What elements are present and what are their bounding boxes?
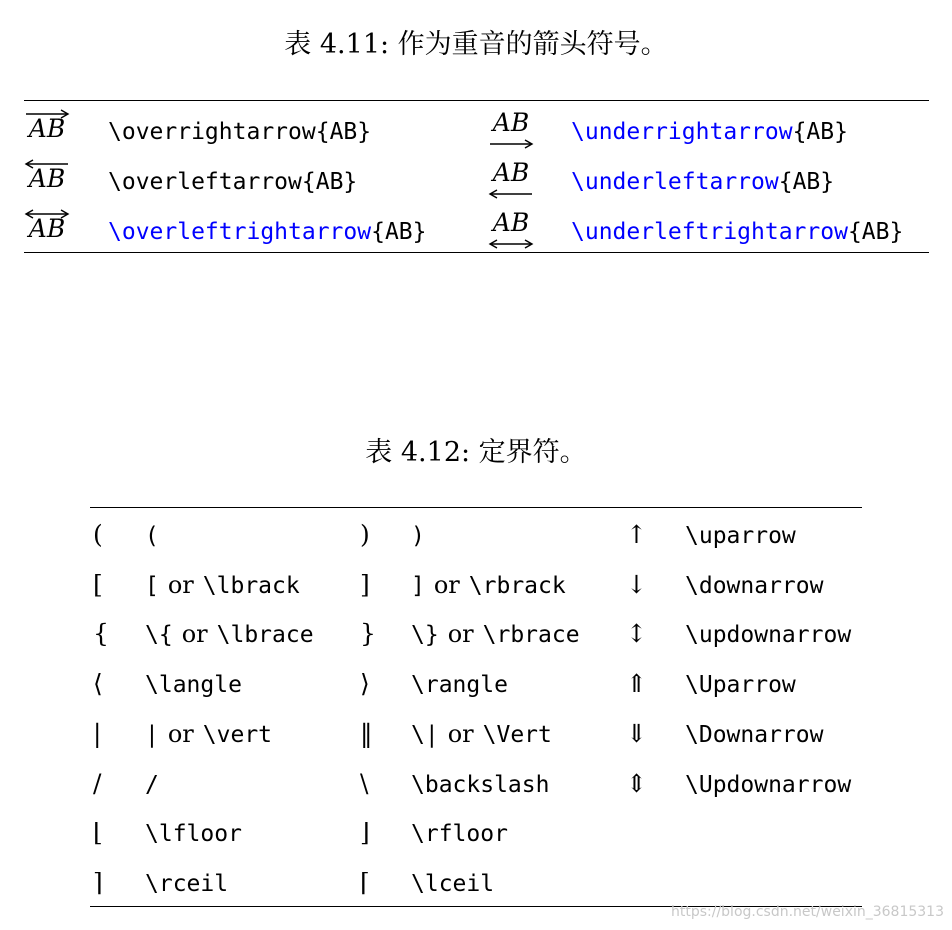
left-right-arrow-icon	[24, 208, 70, 220]
table-caption-arrows: 表 4.11: 作为重音的箭头符号。	[284, 29, 668, 60]
arrow-symbol: ⇕	[626, 768, 647, 798]
table-row	[0, 610, 952, 660]
arrow-symbol: ↑	[626, 520, 647, 549]
delimiter-symbol: (	[93, 520, 103, 549]
underrightarrow-symbol: AB	[488, 108, 534, 137]
overleftarrow-symbol: AB	[24, 164, 70, 193]
table-row	[0, 809, 952, 859]
arrow-command: \Downarrow	[685, 721, 824, 748]
delimiter-symbol: {	[93, 619, 109, 649]
delimiter-command: ] or \rbrack	[411, 570, 566, 599]
arrow-command: \downarrow	[685, 572, 824, 599]
delimiter-command: )	[411, 523, 425, 549]
underleftarrow-symbol: AB	[488, 158, 534, 187]
delimiter-command: | or \vert	[145, 719, 273, 748]
right-arrow-icon	[488, 138, 534, 150]
arrow-symbol: ↕	[626, 619, 647, 649]
delimiter-command: \backslash	[411, 771, 550, 798]
delimiter-command: \} or \rbrace	[411, 620, 580, 649]
delimiter-symbol: \	[360, 768, 369, 798]
delimiter-command: /	[145, 771, 159, 798]
overleftrightarrow-command: \overleftrightarrow{AB}	[108, 219, 427, 245]
delimiter-command: \lceil	[411, 870, 495, 897]
table-caption-delimiters: 表 4.12: 定界符。	[365, 437, 587, 468]
left-arrow-icon	[488, 188, 534, 200]
delimiter-command: [ or \lbrack	[145, 570, 300, 599]
table-row	[0, 104, 952, 154]
underleftarrow-command: \underleftarrow{AB}	[571, 169, 835, 195]
arrow-symbol: ⇓	[626, 718, 647, 748]
right-arrow-icon	[24, 108, 70, 120]
arrow-command: \Updownarrow	[685, 771, 852, 798]
table-row	[0, 154, 952, 204]
delimiter-symbol: |	[93, 718, 102, 748]
delimiter-symbol: ]	[360, 569, 370, 599]
left-right-arrow-icon	[488, 238, 534, 250]
table-row	[0, 561, 952, 611]
delimiter-symbol: )	[360, 520, 370, 549]
arrow-command: \Uparrow	[685, 672, 796, 699]
delimiter-symbol: [	[93, 569, 103, 599]
underrightarrow-command: \underrightarrow{AB}	[571, 119, 848, 145]
table1-bottom-rule	[24, 252, 929, 253]
left-arrow-icon	[24, 158, 70, 170]
underleftrightarrow-command: \underleftrightarrow{AB}	[571, 219, 904, 245]
arrow-command: \updownarrow	[685, 622, 852, 649]
underleftrightarrow-symbol: AB	[488, 208, 534, 237]
overleftarrow-command: \overleftarrow{AB}	[108, 169, 358, 195]
table2-top-rule	[90, 507, 862, 508]
overrightarrow-command: \overrightarrow{AB}	[108, 119, 372, 145]
table-row	[0, 760, 952, 810]
table-row	[0, 660, 952, 710]
delimiter-symbol: }	[360, 619, 376, 649]
delimiter-command: \{ or \lbrace	[145, 620, 314, 649]
table-row	[0, 859, 952, 909]
table1-top-rule	[24, 100, 929, 101]
delimiter-symbol: ‖	[360, 718, 373, 748]
delimiter-command: \| or \Vert	[411, 719, 552, 748]
delimiter-symbol: ⟩	[360, 669, 370, 699]
delimiter-symbol: /	[93, 768, 102, 798]
delimiter-command: \rceil	[145, 870, 229, 897]
delimiter-command: (	[145, 523, 159, 549]
delimiter-command: \lfloor	[145, 821, 242, 848]
delimiter-symbol: ⌉	[93, 867, 103, 897]
delimiter-command: \rangle	[411, 672, 508, 699]
arrow-symbol: ↓	[626, 569, 647, 599]
overleftrightarrow-symbol: AB	[24, 214, 70, 243]
delimiter-command: \rfloor	[411, 821, 508, 848]
delimiter-command: \langle	[145, 672, 242, 699]
delimiter-symbol: ⌈	[360, 867, 370, 897]
table-row	[0, 710, 952, 760]
arrow-symbol: ⇑	[626, 669, 647, 699]
overrightarrow-symbol: AB	[24, 114, 70, 143]
delimiter-symbol: ⌊	[93, 818, 103, 848]
table-row	[0, 511, 952, 561]
delimiter-symbol: ⟨	[93, 669, 103, 699]
arrow-command: \uparrow	[685, 523, 796, 549]
delimiter-symbol: ⌋	[360, 818, 370, 848]
watermark: https://blog.csdn.net/weixin_36815313	[670, 904, 944, 920]
table-row	[0, 204, 952, 254]
